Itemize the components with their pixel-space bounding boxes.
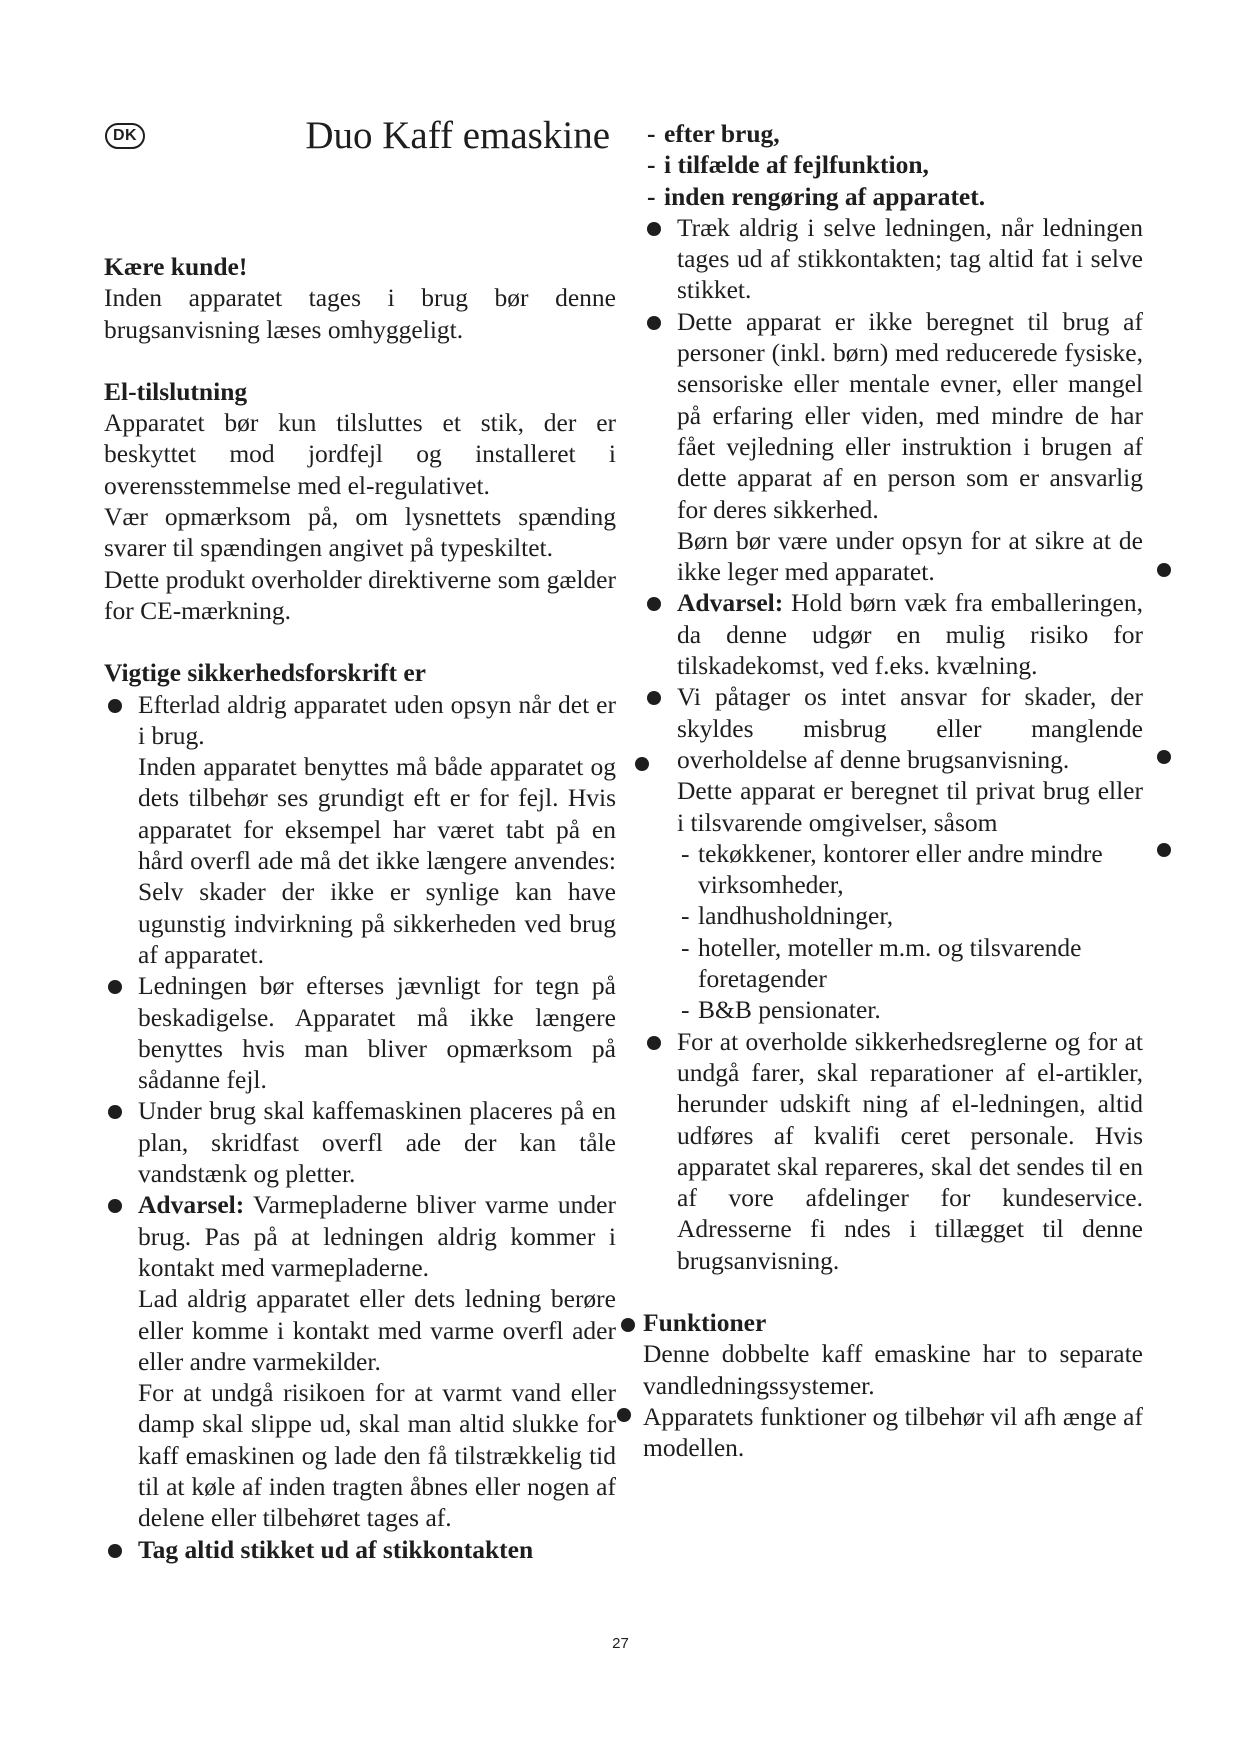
functions-heading: Funktioner — [643, 1307, 767, 1337]
language-badge: DK — [105, 123, 145, 149]
margin-bullet-mark — [617, 1408, 631, 1422]
safety-bullet-7-continued: Børn bør være under opsyn for at sikre at de ikke leger med apparatet. — [677, 525, 1143, 587]
safety-bullet-9: Vi påtager os intet ansvar for skader, der skyldes misbrug eller manglende overholdelse af denne brugsanvisning. — [643, 681, 1143, 775]
warning-label: Advarsel: — [138, 1190, 245, 1220]
margin-bullet-mark — [1157, 750, 1171, 764]
safety-bullet-9-continued: Dette apparat er beregnet til privat brug eller i tilsvarende omgivelser, såsom — [677, 776, 1143, 837]
margin-bullet-mark — [635, 757, 649, 771]
page-title: Duo Kaff emaskine — [305, 114, 610, 157]
safety-bullet-4-continued-1: Lad aldrig apparatet eller dets ledning berøre eller komme i kontakt med varme overfl ader eller andre varmekilder. — [138, 1284, 616, 1376]
safety-bullet-2: Ledningen bør efterses jævnligt for tegn på beskadigelse. Apparatet må ikke længere benyttes hvis man bliver opmærksom på sådanne fejl. — [104, 970, 616, 1095]
safety-heading: Vigtige sikkerhedsforskrift er — [104, 658, 426, 688]
usage-item-1-continued: virksomheder, — [698, 870, 844, 900]
safety-bullet-4 — [104, 1189, 616, 1283]
safety-bullet-10: For at overholde sikkerhedsreglerne og for at undgå farer, skal reparationer af el-artikler, herunder udskift ning af el-ledningen, altid udføres af kvalifi ceret personale. Hvis apparatet skal repareres, skal det sendes til en af vore afdelinger for kundeservice. Adresserne fi ndes i tillægget til denne brugsanvisning. — [643, 1026, 1143, 1276]
left-column — [104, 251, 616, 1565]
warning-text: Varmepladerne bliver varme under brug. Pas på at ledningen aldrig kommer i kontakt med varmepladerne. — [138, 1190, 616, 1282]
unplug-item-3: - inden rengøring af apparatet. — [643, 181, 1143, 212]
margin-bullet-mark — [1157, 843, 1171, 857]
safety-bullet-3: Under brug skal kaffemaskinen placeres på en plan, skridfast overfl ade der kan tåle vandstænk og pletter. — [104, 1095, 616, 1189]
usage-item-2: - landhusholdninger, — [677, 900, 1143, 931]
safety-bullet-8 — [643, 587, 1143, 681]
unplug-item-2: - i tilfælde af fejlfunktion, — [643, 149, 1143, 180]
usage-item-4: - B&B pensionater. — [677, 994, 1143, 1025]
warning-text: Hold børn væk fra emballeringen, da denne udgør en mulig risiko for tilskadekomst, ved f.eks. kvælning. — [677, 588, 1143, 681]
safety-bullet-1: Efterlad aldrig apparatet uden opsyn når det er i brug. — [104, 689, 616, 752]
usage-item-3: - hoteller, moteller m.m. og tilsvarende — [677, 932, 1143, 963]
usage-sublist — [643, 838, 1143, 1026]
usage-item-3-continued: foretagender — [698, 964, 827, 994]
margin-bullet-mark — [621, 1318, 635, 1332]
electrical-paragraph-3: Dette produkt overholder direktiverne som gælder for CE-mærkning. — [104, 564, 616, 625]
functions-paragraph-2: Apparatets funktioner og tilbehør vil afh ænge af modellen. — [643, 1401, 1143, 1463]
intro-paragraph: Inden apparatet tages i brug bør denne brugsanvisning læses omhyggeligt. — [104, 283, 616, 344]
electrical-paragraph-1: Apparatet bør kun tilsluttes et stik, der er beskyttet mod jordfejl og installeret i overensstemmelse med el-regulativet. — [104, 408, 616, 500]
right-column — [643, 118, 1143, 1463]
safety-bullet-7: Dette apparat er ikke beregnet til brug af personer (inkl. børn) med reducerede fysiske, sensoriske eller mentale evner, eller mangel på erfaring eller viden, med mindre de har fået vejledning eller instruktion i brugen af dette apparat af en person som er ansvarlig for deres sikkerhed. — [643, 306, 1143, 525]
margin-bullet-mark — [1157, 563, 1171, 577]
page-number: 27 — [612, 1635, 629, 1652]
usage-item-1: - tekøkkener, kontorer eller andre mindre — [677, 838, 1143, 869]
electrical-paragraph-2: Vær opmærksom på, om lysnettets spænding svarer til spændingen angivet på typeskiltet. — [104, 502, 616, 563]
unplug-item-1: - efter brug, — [643, 118, 1143, 149]
safety-bullet-1-continued: Inden apparatet benyttes må både apparatet og dets tilbehør ses grundigt eft er for fejl. Hvis apparatet for eksempel har været tabt på en hård overfl ade må det ikke længere anvendes: Selv skader der ikke er synlige kan have ugunstig indvirkning på sikkerheden ved brug af apparatet. — [138, 752, 616, 969]
safety-bullet-4-continued-2: For at undgå risikoen for at varmt vand eller damp skal slippe ud, skal man altid slukke for kaff emaskinen og lade den få tilstrækkelig tid til at køle af inden tragten åbnes eller nogen af delene eller tilbehøret tages af. — [138, 1378, 616, 1533]
electrical-heading: El-tilslutning — [104, 376, 248, 406]
greeting-heading: Kære kunde! — [104, 252, 248, 281]
safety-bullet-6: Træk aldrig i selve ledningen, når ledningen tages ud af stikkontakten; tag altid fat i selve stikket. — [643, 212, 1143, 306]
safety-bullet-5: Tag altid stikket ud af stikkontakten — [104, 1534, 616, 1565]
functions-paragraph-1: Denne dobbelte kaff emaskine har to separate vandledningssystemer. — [643, 1339, 1143, 1400]
warning-label: Advarsel: — [677, 588, 784, 618]
